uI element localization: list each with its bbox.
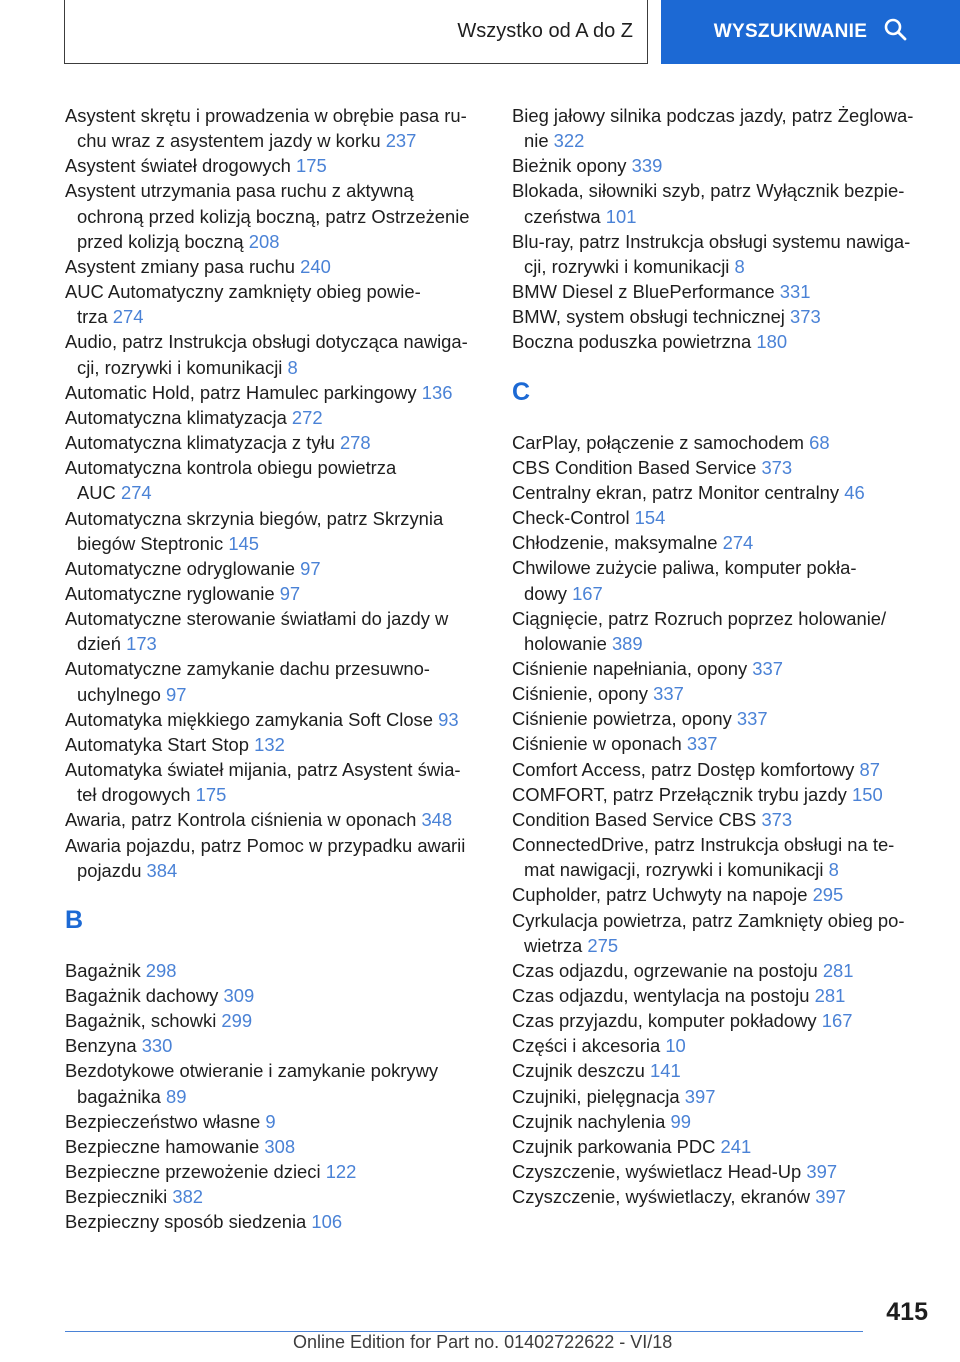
index-entry-text: Bezpieczniki: [65, 1186, 168, 1208]
index-entry: [512, 1058, 932, 1083]
page-link[interactable]: 281: [814, 985, 846, 1006]
index-entry-text: przed kolizją boczną: [77, 230, 244, 252]
index-entry-text: Czujnik parkowania PDC: [512, 1135, 716, 1157]
index-entry: [65, 1109, 485, 1134]
index-entry: [512, 530, 932, 555]
index-entry-text: Automatyczne sterowanie światłami do jazdy w: [65, 608, 449, 630]
index-entry: [512, 455, 932, 480]
page-link[interactable]: 141: [650, 1060, 681, 1082]
index-entry-text: AUC: [77, 482, 116, 504]
index-entry: [512, 1159, 932, 1184]
index-entry-text: Ciśnienie w oponach: [512, 733, 682, 755]
index-entry-text: CarPlay, połączenie z samochodem: [512, 431, 805, 453]
page-link[interactable]: 274: [112, 306, 144, 328]
index-entry-text: chu wraz z asystentem jazdy w korku: [77, 130, 381, 152]
index-entry-text: Check-Control: [512, 507, 630, 529]
section-tab-label: Wszystko od A do Z: [457, 20, 633, 42]
index-entry-text: Bezpieczeństwo własne: [65, 1110, 261, 1132]
index-entry-text: Automatic Hold, patrz Hamulec parkingowy: [65, 381, 417, 403]
index-entry: [512, 908, 932, 958]
index-entry: [512, 706, 932, 731]
index-entry-text: Bieżnik opony: [512, 155, 627, 177]
index-entry: [65, 1209, 485, 1234]
index-entry: [65, 958, 485, 983]
index-entry-text: Blokada, siłowniki szyb, patrz Wyłącznik bezpie-: [512, 180, 905, 202]
page-link[interactable]: 101: [605, 205, 637, 227]
page-link[interactable]: 309: [223, 985, 255, 1006]
index-entry: [65, 178, 485, 253]
page-link[interactable]: 68: [809, 431, 830, 453]
page-link[interactable]: 322: [553, 130, 585, 152]
section-tab[interactable]: [64, 0, 648, 64]
index-entry-text: Ciśnienie powietrza, opony: [512, 708, 732, 730]
index-entry: [512, 1184, 932, 1209]
index-entry: [65, 103, 485, 153]
page-link[interactable]: 106: [311, 1211, 343, 1233]
index-entry-text: uchylnego: [77, 683, 161, 705]
index-entry: [65, 254, 485, 279]
index-entry-text: Bagażnik dachowy: [65, 985, 219, 1006]
page-link[interactable]: 150: [852, 783, 883, 805]
index-entry: [512, 279, 932, 304]
index-entry: [512, 882, 932, 907]
page-link[interactable]: 10: [665, 1035, 686, 1057]
index-entry-text: wietrza: [524, 934, 583, 956]
page-link[interactable]: 384: [146, 859, 178, 881]
index-entry-text: Czas odjazdu, ogrzewanie na postoju: [512, 959, 818, 981]
page-link[interactable]: 331: [779, 281, 811, 303]
page-link[interactable]: 337: [752, 657, 783, 679]
index-entry-text: Condition Based Service CBS: [512, 808, 757, 830]
index-entry-text: Automatyka świateł mijania, patrz Asystent świa-: [65, 759, 461, 781]
index-entry-text: pojazdu: [77, 859, 142, 881]
page-link[interactable]: 154: [634, 507, 666, 529]
index-entry-text: biegów Steptronic: [77, 532, 224, 554]
index-entry-text: Czujnik nachylenia: [512, 1110, 666, 1132]
page-link[interactable]: 167: [572, 582, 603, 604]
index-entry: [65, 707, 485, 732]
page-link[interactable]: 281: [822, 959, 854, 981]
index-entry: [65, 1184, 485, 1209]
page-link[interactable]: 272: [291, 406, 323, 428]
index-entry-text: trza: [77, 306, 108, 328]
index-entry: [65, 732, 485, 757]
page-link[interactable]: 97: [300, 557, 321, 579]
page-link[interactable]: 397: [684, 1085, 716, 1107]
index-entry: [65, 757, 485, 807]
index-entry-text: Bezdotykowe otwieranie i zamykanie pokrywy: [65, 1060, 439, 1082]
index-entry-text: Czujniki, pielęgnacja: [512, 1085, 680, 1107]
page-link[interactable]: 295: [812, 884, 844, 906]
index-entry-text: Automatyka miękkiego zamykania Soft Close: [65, 708, 433, 730]
index-entry-text: Comfort Access, patrz Dostęp komfortowy: [512, 758, 855, 780]
index-entry: [65, 833, 485, 883]
index-entry-text: BMW, system obsługi technicznej: [512, 306, 785, 328]
index-entry-text: Benzyna: [65, 1035, 137, 1057]
index-column-left: [65, 103, 485, 1235]
index-entry-text: Ciągnięcie, patrz Rozruch poprzez holowanie/: [512, 607, 887, 629]
index-entry-text: Czyszczenie, wyświetlaczy, ekranów: [512, 1186, 811, 1208]
index-entry-text: dzień: [77, 633, 121, 655]
page-link[interactable]: 87: [859, 758, 880, 780]
page-link[interactable]: 241: [720, 1135, 752, 1157]
index-entry: [512, 983, 932, 1008]
index-entry: [512, 958, 932, 983]
page-link[interactable]: 97: [165, 683, 187, 705]
page-link[interactable]: 97: [279, 582, 301, 604]
index-entry: [65, 656, 485, 706]
index-entry-text: Bezpieczne przewożenie dzieci: [65, 1161, 321, 1183]
index-entry-text: CBS Condition Based Service: [512, 456, 757, 478]
page-link[interactable]: 145: [228, 532, 260, 554]
page-link[interactable]: 99: [670, 1110, 691, 1132]
index-entry: [65, 380, 485, 405]
page-link[interactable]: 175: [195, 784, 227, 806]
index-entry-text: czeństwa: [524, 205, 601, 227]
index-entry-text: Awaria, patrz Kontrola ciśnienia w oponach: [65, 809, 417, 831]
index-entry-text: Bagażnik, schowki: [65, 1010, 217, 1032]
index-entry: [512, 681, 932, 706]
index-entry-text: COMFORT, patrz Przełącznik trybu jazdy: [512, 783, 847, 805]
page-link[interactable]: 274: [120, 482, 152, 504]
page-link[interactable]: 337: [653, 683, 684, 705]
page-link[interactable]: 8: [287, 356, 298, 378]
index-entry: [512, 1134, 932, 1159]
section-letter: C: [512, 377, 531, 406]
index-entry-text: Bezpieczny sposób siedzenia: [65, 1211, 307, 1233]
index-entry: [512, 731, 932, 756]
index-entry: [512, 178, 932, 228]
index-entry-text: Blu-ray, patrz Instrukcja obsługi systemu nawiga-: [512, 230, 911, 252]
index-entry: [512, 807, 932, 832]
index-entry-text: Asystent zmiany pasa ruchu: [65, 255, 295, 277]
index-entry-text: Asystent skrętu i prowadzenia w obrębie pasa ru-: [65, 105, 467, 126]
index-entry-text: Czas odjazdu, wentylacja na postoju: [512, 985, 810, 1006]
page-link[interactable]: 373: [761, 808, 793, 830]
index-entry: [65, 455, 485, 505]
page-link[interactable]: 237: [385, 130, 417, 152]
page-link[interactable]: 93: [438, 708, 459, 730]
index-entry-text: BMW Diesel z BluePerformance: [512, 281, 775, 303]
page-link[interactable]: 298: [145, 959, 177, 981]
index-entry: [512, 757, 932, 782]
index-entry: [512, 782, 932, 807]
index-entry: [512, 555, 932, 605]
page-number: 415: [886, 1298, 928, 1326]
page-link[interactable]: 278: [339, 432, 371, 454]
index-entry-text: ochroną przed kolizją boczną, patrz Ostrzeżenie: [77, 205, 470, 227]
index-entry-text: Czas przyjazdu, komputer pokładowy: [512, 1010, 817, 1032]
index-entry: [65, 983, 485, 1008]
page-link[interactable]: 274: [722, 532, 754, 554]
page-link[interactable]: 208: [248, 230, 280, 252]
index-entry-text: Chłodzenie, maksymalne: [512, 532, 718, 554]
index-entry: [512, 606, 932, 656]
page-link[interactable]: 240: [300, 255, 331, 277]
search-icon: [883, 17, 907, 47]
index-entry: [65, 1134, 485, 1159]
page-link[interactable]: 397: [806, 1161, 838, 1183]
index-entry: [512, 329, 932, 354]
page-link[interactable]: 308: [264, 1135, 296, 1157]
index-entry-text: Automatyka Start Stop: [65, 733, 249, 755]
page-link[interactable]: 373: [761, 456, 793, 478]
index-entry-text: Automatyczna kontrola obiegu powietrza: [65, 457, 397, 479]
page-link[interactable]: 339: [631, 155, 663, 177]
index-entry: [65, 279, 485, 329]
index-entry-text: Bezpieczne hamowanie: [65, 1135, 260, 1157]
index-entry: [512, 103, 932, 153]
index-entry-text: Bieg jałowy silnika podczas jazdy, patrz Żeglowa-: [512, 105, 914, 126]
index-entry-text: Części i akcesoria: [512, 1035, 661, 1057]
page-link[interactable]: 122: [325, 1161, 357, 1183]
index-entry-text: holowanie: [524, 632, 607, 654]
index-entry-text: nie: [524, 130, 549, 152]
index-entry-text: Ciśnienie, opony: [512, 683, 648, 705]
index-entry: [512, 480, 932, 505]
page-link[interactable]: 337: [686, 733, 718, 755]
page-link[interactable]: 373: [790, 306, 821, 328]
index-entry: [65, 506, 485, 556]
index-entry-text: Asystent świateł drogowych: [65, 155, 291, 177]
index-entry-text: AUC Automatyczny zamknięty obieg powie-: [65, 281, 421, 303]
index-entry: [512, 304, 932, 329]
index-entry-text: Automatyczna skrzynia biegów, patrz Skrzynia: [65, 507, 444, 529]
index-entry-text: Czujnik deszczu: [512, 1060, 645, 1082]
page-link[interactable]: 8: [828, 859, 839, 881]
index-entry: [512, 1008, 932, 1033]
page-link[interactable]: 397: [815, 1186, 846, 1208]
index-entry: [65, 153, 485, 178]
index-entry-text: cji, rozrywki i komunikacji: [77, 356, 283, 378]
page-link[interactable]: 330: [141, 1035, 173, 1057]
index-entry: [65, 1008, 485, 1033]
footer-text: Online Edition for Part no. 01402722622 - VI/18: [293, 1332, 673, 1352]
index-entry: [65, 556, 485, 581]
index-entry-text: mat nawigacji, rozrywki i komunikacji: [524, 859, 824, 881]
index-entry-text: Automatyczne odryglowanie: [65, 557, 296, 579]
index-entry-text: Bagażnik: [65, 959, 141, 981]
page-link[interactable]: 89: [165, 1085, 187, 1107]
section-letter: B: [65, 905, 84, 934]
index-entry: [65, 430, 485, 455]
index-entry: [65, 1058, 485, 1108]
page-link[interactable]: 46: [844, 481, 865, 503]
page-link[interactable]: 180: [756, 331, 788, 353]
index-entry: [512, 1109, 932, 1134]
index-entry: [65, 1033, 485, 1058]
page-link[interactable]: 275: [587, 934, 619, 956]
index-entry: [512, 832, 932, 882]
page-link[interactable]: 132: [254, 733, 285, 755]
page-link[interactable]: 173: [126, 633, 157, 655]
index-entry-text: teł drogowych: [77, 784, 191, 806]
index-entry: [512, 1033, 932, 1058]
page-link[interactable]: 136: [421, 381, 453, 403]
index-entry-text: Asystent utrzymania pasa ruchu z aktywną: [65, 180, 414, 202]
index-entry: [512, 1084, 932, 1109]
page-link[interactable]: 175: [296, 155, 327, 177]
page-link[interactable]: 348: [421, 809, 453, 831]
index-entry-text: Awaria pojazdu, patrz Pomoc w przypadku awarii: [65, 834, 466, 856]
index-entry-text: Chwilowe zużycie paliwa, komputer pokła-: [512, 557, 857, 579]
index-entry-text: Ciśnienie napełniania, opony: [512, 657, 748, 679]
index-entry-text: Automatyczna klimatyzacja: [65, 406, 287, 428]
page-link[interactable]: 8: [734, 255, 745, 277]
index-entry-text: Cupholder, patrz Uchwyty na napoje: [512, 884, 808, 906]
index-entry: [512, 430, 932, 455]
search-button-label: WYSZUKIWANIE: [713, 21, 868, 42]
index-entry-text: Automatyczna klimatyzacja z tyłu: [65, 432, 335, 454]
index-entry-text: Czyszczenie, wyświetlacz Head-Up: [512, 1161, 802, 1183]
index-entry-text: cji, rozrywki i komunikacji: [524, 255, 730, 277]
index-column-right: [512, 103, 932, 1209]
index-entry: [65, 1159, 485, 1184]
index-entry-text: Automatyczne ryglowanie: [65, 582, 275, 604]
index-entry: [65, 581, 485, 606]
index-entry-text: Cyrkulacja powietrza, patrz Zamknięty obieg po-: [512, 909, 905, 931]
index-entry-text: dowy: [524, 582, 567, 604]
page-link[interactable]: 299: [221, 1010, 253, 1032]
page-link[interactable]: 389: [611, 632, 643, 654]
page-link[interactable]: 167: [821, 1010, 853, 1032]
index-entry: [65, 405, 485, 430]
index-entry-text: Audio, patrz Instrukcja obsługi dotycząca nawiga-: [65, 331, 468, 353]
index-entry: [512, 505, 932, 530]
page-link[interactable]: 337: [736, 708, 768, 730]
index-entry: [65, 606, 485, 656]
index-entry-text: Automatyczne zamykanie dachu przesuwno-: [65, 658, 430, 680]
page-link[interactable]: 9: [265, 1110, 276, 1132]
index-entry: [512, 656, 932, 681]
index-entry: [512, 153, 932, 178]
index-entry-text: bagażnika: [77, 1085, 161, 1107]
page-link[interactable]: 382: [172, 1186, 204, 1208]
index-entry-text: ConnectedDrive, patrz Instrukcja obsługi na te-: [512, 834, 895, 856]
index-entry: [512, 229, 932, 279]
index-entry: [65, 329, 485, 379]
search-button[interactable]: [661, 0, 960, 64]
index-entry: [65, 807, 485, 832]
index-entry-text: Centralny ekran, patrz Monitor centralny: [512, 481, 840, 503]
index-entry-text: Boczna poduszka powietrzna: [512, 331, 752, 353]
